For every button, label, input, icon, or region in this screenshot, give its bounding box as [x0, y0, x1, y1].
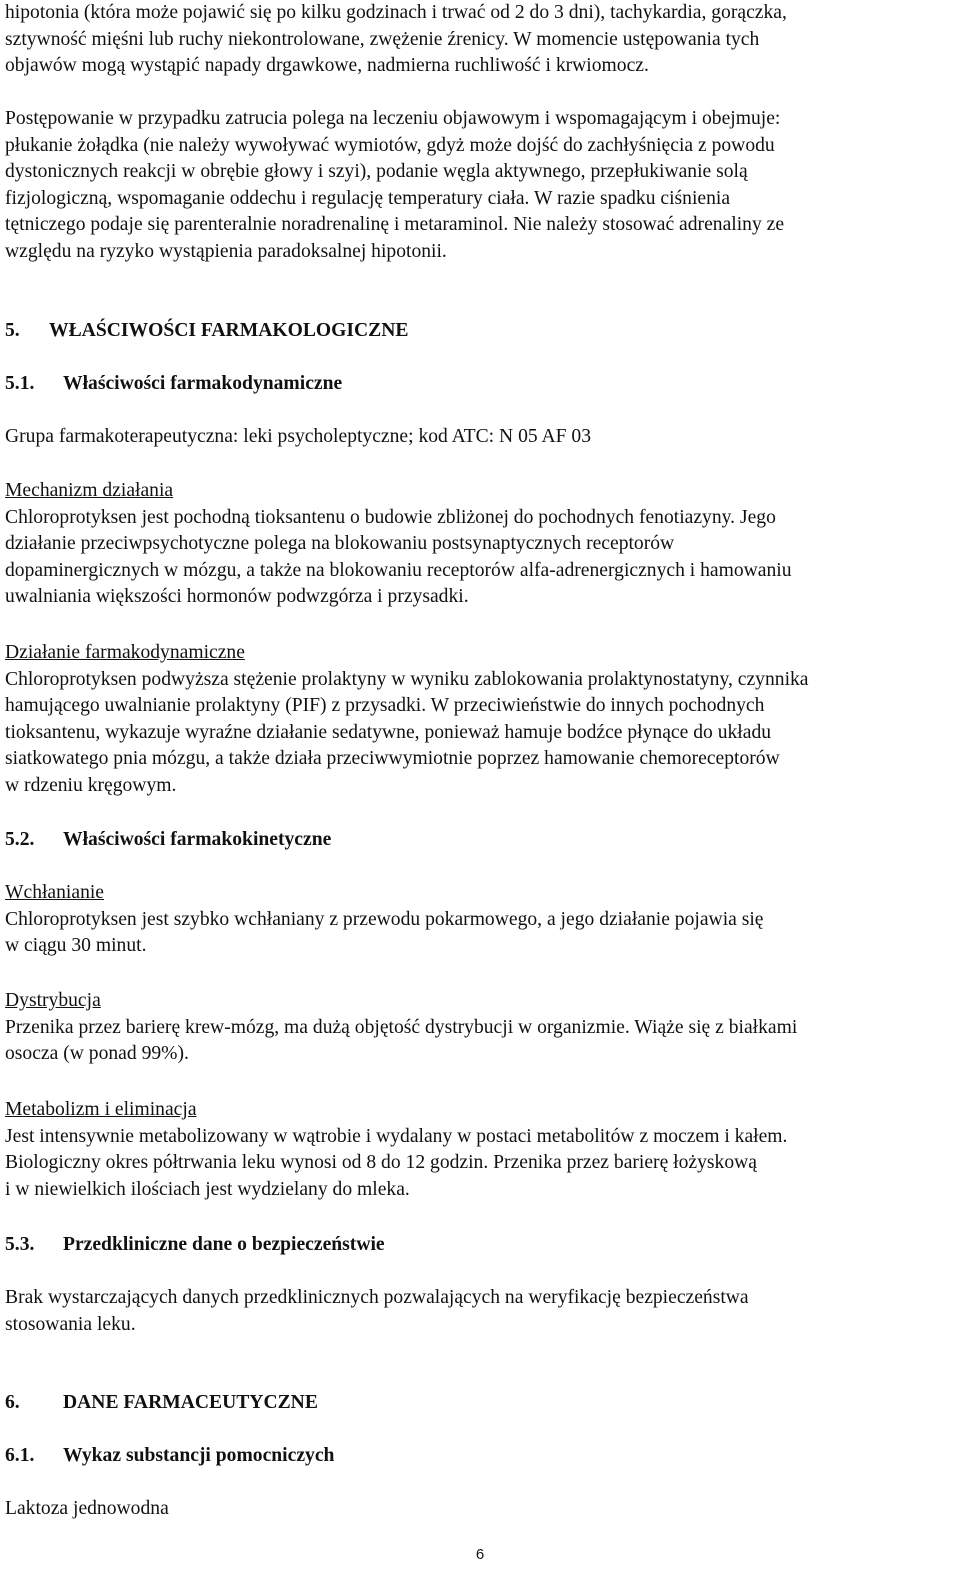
- subsection-heading: Mechanizm działania: [5, 480, 174, 501]
- metabolism-section: [5, 1097, 787, 1203]
- section-title: Właściwości farmakokinetyczne: [63, 829, 332, 850]
- text-line: dystonicznych reakcji w obrębie głowy i szyi), podanie węgla aktywnego, przepłukiwanie solą: [5, 161, 748, 182]
- section-heading-6-1: [5, 1443, 334, 1469]
- text-line: Chloroprotyksen jest szybko wchłaniany z przewodu pokarmowego, a jego działanie pojawia się: [5, 908, 764, 930]
- text-line: hamującego uwalnianie prolaktyny (PIF) z przysadki. W przeciwieństwie do innych pochodnych: [5, 695, 765, 716]
- text-line: siatkowatego pnia mózgu, a także działa przeciwwymiotnie poprzez hamowanie chemoreceptorów: [5, 748, 780, 769]
- text-line: uwalniania większości hormonów podwzgórza i przysadki.: [5, 586, 469, 607]
- section-title: Wykaz substancji pomocniczych: [63, 1445, 335, 1466]
- text-line: fizjologiczną, wspomaganie oddechu i regulację temperatury ciała. W razie spadku ciśnienia: [5, 187, 731, 209]
- section-number: 6.: [5, 1392, 20, 1413]
- subsection-heading: Wchłanianie: [5, 882, 105, 903]
- section-number: 5.2.: [5, 829, 35, 850]
- section-title: Właściwości farmakodynamiczne: [63, 373, 343, 394]
- excipients-text: Laktoza jednowodna: [5, 1498, 169, 1519]
- text-line: osocza (w ponad 99%).: [5, 1043, 189, 1064]
- pharmacodynamic-section: [5, 640, 809, 799]
- section-heading-5-1: [5, 371, 342, 397]
- text-line: sztywność mięśni lub ruchy niekontrolowane, zwężenie źrenicy. W momencie ustępowania tych: [5, 28, 760, 50]
- text-line: Przenika przez barierę krew-mózg, ma dużą objętość dystrybucji w organizmie. Wiąże się z białkami: [5, 1016, 798, 1038]
- overdose-treatment-paragraph: [5, 106, 784, 265]
- absorption-section: [5, 880, 764, 960]
- section-heading-5: [5, 318, 408, 344]
- text-line: hipotonia (która może pojawić się po kilku godzinach i trwać od 2 do 3 dni), tachykardia, gorączka,: [5, 2, 787, 23]
- text-line: Biologiczny okres półtrwania leku wynosi od 8 do 12 godzin. Przenika przez barierę łożyskową: [5, 1152, 757, 1173]
- section-number: 6.1.: [5, 1445, 35, 1466]
- section-number: 5.: [5, 320, 20, 341]
- section-title: DANE FARMACEUTYCZNE: [63, 1392, 318, 1413]
- section-heading-6: [5, 1390, 318, 1416]
- distribution-section: [5, 988, 797, 1068]
- section-number: 5.3.: [5, 1234, 35, 1255]
- section-heading-5-2: [5, 827, 331, 853]
- text-line: i w niewielkich ilościach jest wydzielany do mleka.: [5, 1178, 410, 1200]
- text-line: Postępowanie w przypadku zatrucia polega na leczeniu objawowym i wspomagającym i obejmuje:: [5, 108, 781, 129]
- text-line: Jest intensywnie metabolizowany w wątrobie i wydalany w postaci metabolitów z moczem i kałem.: [5, 1125, 788, 1147]
- text-line: płukanie żołądka (nie należy wywoływać wymiotów, gdyż może dojść do zachłyśnięcia z powodu: [5, 134, 775, 156]
- text-line: Chloroprotyksen jest pochodną tioksantenu o budowie zbliżonej do pochodnych fenotiazyny. Jego: [5, 506, 776, 528]
- text-line: objawów mogą wystąpić napady drgawkowe, nadmierna ruchliwość i krwiomocz.: [5, 55, 649, 76]
- overdose-symptoms-paragraph: [5, 0, 787, 80]
- text-line: stosowania leku.: [5, 1313, 136, 1335]
- text-line: tioksantenu, wykazuje wyraźne działanie sedatywne, ponieważ hamuje bodźce płynące do układu: [5, 721, 772, 743]
- text-line: Brak wystarczających danych przedklinicznych pozwalających na weryfikację bezpieczeństwa: [5, 1287, 749, 1308]
- preclinical-paragraph: [5, 1285, 749, 1338]
- text-line: w rdzeniu kręgowym.: [5, 774, 177, 796]
- section-heading-5-3: [5, 1232, 385, 1258]
- subsection-heading: Metabolizm i eliminacja: [5, 1099, 197, 1120]
- text-line: tętniczego podaje się parenteralnie noradrenalinę i metaraminol. Nie należy stosować adrenaliny ze: [5, 214, 785, 235]
- mechanism-section: [5, 478, 792, 611]
- section-title: WŁAŚCIWOŚCI FARMAKOLOGICZNE: [49, 320, 409, 341]
- atc-code-line: Grupa farmakoterapeutyczna: leki psycholeptyczne; kod ATC: N 05 AF 03: [5, 426, 592, 447]
- subsection-heading: Działanie farmakodynamiczne: [5, 642, 245, 663]
- text-line: w ciągu 30 minut.: [5, 935, 147, 956]
- section-number: 5.1.: [5, 373, 35, 394]
- text-line: Chloroprotyksen podwyższa stężenie prolaktyny w wyniku zablokowania prolaktynostatyny, czynnika: [5, 668, 809, 690]
- section-title: Przedkliniczne dane o bezpieczeństwie: [63, 1234, 385, 1255]
- text-line: dopaminergicznych w mózgu, a także na blokowaniu receptorów alfa-adrenergicznych i hamowaniu: [5, 559, 792, 581]
- text-line: względu na ryzyko wystąpienia paradoksalnej hipotonii.: [5, 240, 447, 262]
- page-number: 6: [475, 1546, 485, 1563]
- subsection-heading: Dystrybucja: [5, 990, 101, 1011]
- text-line: działanie przeciwpsychotyczne polega na blokowaniu postsynaptycznych receptorów: [5, 533, 675, 554]
